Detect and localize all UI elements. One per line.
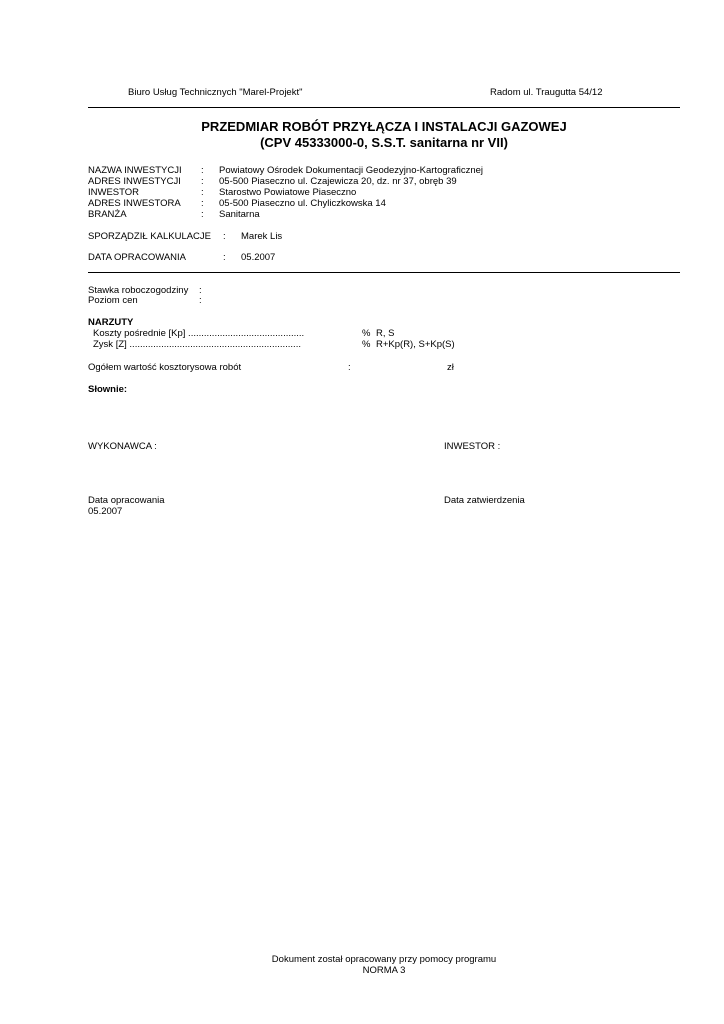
surcharge-basis: R+Kp(R), S+Kp(S)	[376, 339, 455, 350]
date-separator: :	[223, 252, 226, 263]
info-value: 05-500 Piaseczno ul. Chyliczkowska 14	[219, 198, 386, 209]
info-label: ADRES INWESTYCJI	[88, 176, 181, 187]
surcharge-basis: R, S	[376, 328, 395, 339]
surcharge-unit: %	[362, 328, 371, 339]
info-value: 05-500 Piaseczno ul. Czajewicza 20, dz. nr 37, obręb 39	[219, 176, 457, 187]
surcharge-label: Zysk [Z] .................................................................	[93, 339, 301, 350]
header-company: Biuro Usług Technicznych "Marel-Projekt"	[128, 87, 303, 98]
prepared-by-value: Marek Lis	[241, 231, 283, 242]
info-separator: :	[201, 209, 204, 220]
prep-date-label: Data opracowania	[88, 495, 165, 506]
contractor-label: WYKONAWCA :	[88, 441, 157, 452]
prep-date-value: 05.2007	[88, 506, 123, 517]
prepared-by-separator: :	[223, 231, 226, 242]
total-value-label: Ogółem wartość kosztorysowa robót	[88, 362, 242, 373]
info-label: ADRES INWESTORA	[88, 198, 181, 209]
info-separator: :	[201, 165, 204, 176]
header-address: Radom ul. Traugutta 54/12	[490, 87, 603, 98]
price-level-label: Poziom cen	[88, 295, 138, 306]
date-value: 05.2007	[241, 252, 276, 263]
approval-date-label: Data zatwierdzenia	[444, 495, 525, 506]
footer-program-name: NORMA 3	[362, 965, 406, 976]
investor-label: INWESTOR :	[444, 441, 501, 452]
document-subtitle: (CPV 45333000-0, S.S.T. sanitarna nr VII)	[260, 135, 508, 150]
info-value: Starostwo Powiatowe Piaseczno	[219, 187, 357, 198]
header-divider	[88, 107, 680, 108]
hourly-rate-label: Stawka roboczogodziny	[88, 285, 189, 296]
total-value-currency: zł	[447, 362, 454, 373]
surcharge-unit: %	[362, 339, 371, 350]
info-value: Powiatowy Ośrodek Dokumentacji Geodezyjno-Kartograficznej	[219, 165, 484, 176]
info-separator: :	[201, 176, 204, 187]
prepared-by-label: SPORZĄDZIŁ KALKULACJE	[88, 231, 212, 242]
info-separator: :	[201, 198, 204, 209]
info-label: NAZWA INWESTYCJI	[88, 165, 182, 176]
in-words-label: Słownie:	[88, 384, 128, 395]
price-level-separator: :	[199, 295, 202, 306]
document-title: PRZEDMIAR ROBÓT PRZYŁĄCZA I INSTALACJI GAZOWEJ	[201, 119, 567, 134]
info-separator: :	[201, 187, 204, 198]
footer-line: Dokument został opracowany przy pomocy programu	[271, 954, 497, 965]
hourly-rate-separator: :	[199, 285, 202, 296]
info-value: Sanitarna	[219, 209, 260, 220]
surcharges-heading: NARZUTY	[88, 317, 134, 328]
surcharge-label: Koszty pośrednie [Kp] ............................................	[93, 328, 305, 339]
info-label: INWESTOR	[88, 187, 140, 198]
date-label: DATA OPRACOWANIA	[88, 252, 187, 263]
info-label: BRANŻA	[88, 209, 127, 220]
section-divider	[88, 272, 680, 273]
total-value-separator: :	[348, 362, 351, 373]
